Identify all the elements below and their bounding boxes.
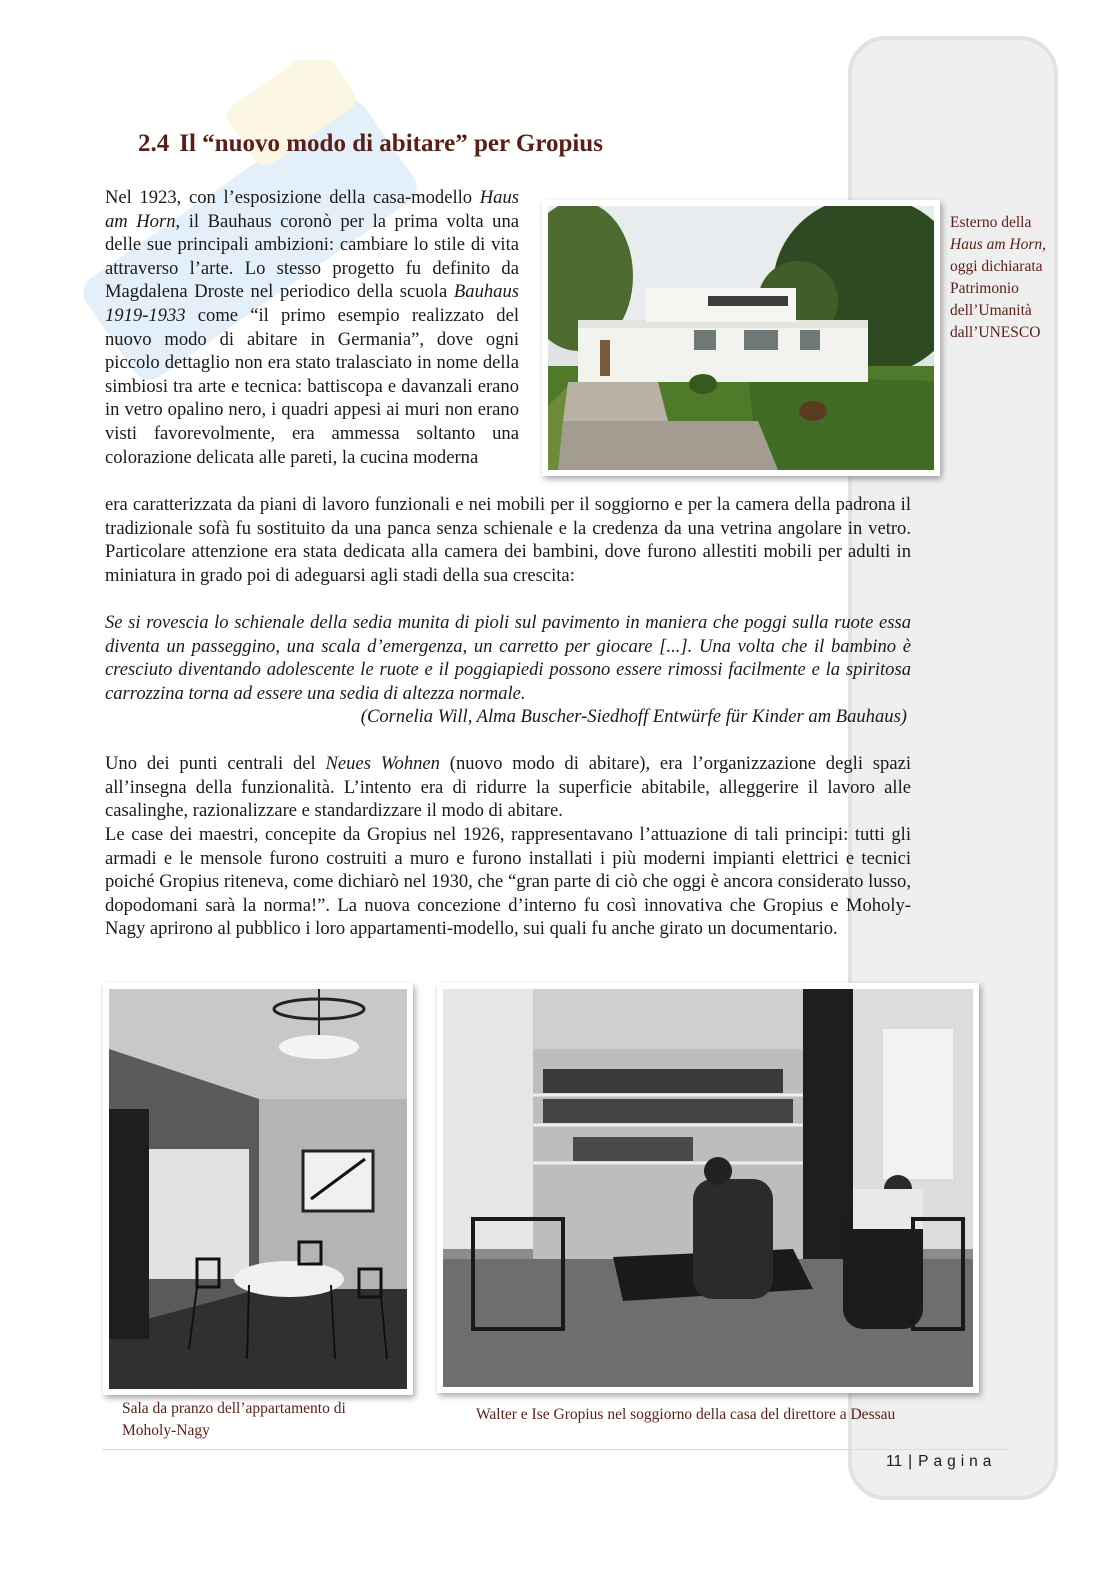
page-number: 11 <box>886 1453 903 1470</box>
section-number: 2.4 <box>138 130 170 157</box>
quote-block: Se si rovescia lo schienale della sedia munita di pioli sul pavimento in maniera che poggi sulla ruote essa diventa un passeggino, una scala d’emergenza, un carretto per giocare [...]. Una volta che il bambino è cresciuto diventando adolescente le ruote e il poggiapiedi possono essere rimossi facilmente e la spiritosa carrozzina torna ad essere una sedia di altezza normale. <box>105 612 911 704</box>
intro-paragraph-continued: era caratterizzata da piani di lavoro funzionali e nei mobili per il soggiorno e per la camera della padrona il tradizionale sofà fu sostituito da una panca senza schienale e la credenza da una vetrina angolare in vetro. Particolare attenzione era stata dedicata alla camera dei bambini, dove furono allestiti mobili per adulti in miniatura in grado poi di adeguarsi agli stadi della sua crescita: <box>105 494 911 586</box>
house-photo-caption: Esterno della Haus am Horn, oggi dichiarata Patrimonio dell’Umanità dall’UNESCO <box>950 214 1047 341</box>
page-separator: | <box>908 1453 913 1470</box>
footer-divider <box>102 1449 1008 1450</box>
haus-am-horn-photo <box>542 200 940 476</box>
section-heading <box>138 130 603 158</box>
section-title: Il “nuovo modo di abitare” per Gropius <box>179 130 603 157</box>
page-footer <box>886 1453 996 1471</box>
intro-paragraph: Nel 1923, con l’esposizione della casa-modello Haus am Horn, il Bauhaus coronò per la prima volta una delle sue principali ambizioni: cambiare lo stile di vita attraverso l’arte. Lo stesso progetto fu definito da Magdalena Droste nel periodico della scuola Bauhaus 1919-1933 come “il primo esempio realizzato del nuovo modo di abitare in Germania”, dove ogni piccolo dettaglio non era stato tralasciato in nome della simbiosi tra arte e tecnica: battiscopa e davanzali erano in vetro opalino nero, i quadri appesi ai muri non erano visti favorevolmente, era ammessa soltanto una colorazione delicata alle pareti, la cucina moderna <box>105 187 520 468</box>
living-room-photo <box>437 983 979 1393</box>
dining-photo-caption: Sala da pranzo dell’appartamento di Moholy-Nagy <box>122 1400 346 1439</box>
neues-wohnen-paragraph: Uno dei punti centrali del Neues Wohnen (nuovo modo di abitare), era l’organizzazione degli spazi all’insegna della funzionalità. L’intento era di ridurre la superficie abitabile, alleggerire il lavoro alle casalinghe, razionalizzare e standardizzare il modo di abitare. <box>105 753 911 822</box>
masters-houses-paragraph: Le case dei maestri, concepite da Gropius nel 1926, rappresentavano l’attuazione di tali principi: tutti gli armadi e le mensole furono costruiti a muro e furono installati i più moderni impianti elettrici e tecnici poiché Gropius riteneva, come dichiarò nel 1930, che “gran parte di ciò che oggi è ancora considerato lusso, dopodomani sarà la norma!”. La nuova concezione d’interno fu così innovativa che Gropius e Moholy-Nagy aprirono al pubblico i loro appartamenti-modello, sui quali fu anche girato un documentario. <box>105 824 911 940</box>
quote-citation: (Cornelia Will, Alma Buscher-Siedhoff Entwürfe für Kinder am Bauhaus) <box>360 706 907 727</box>
page-word: Pagina <box>918 1453 997 1470</box>
dining-room-photo <box>103 983 413 1395</box>
living-photo-caption: Walter e Ise Gropius nel soggiorno della casa del direttore a Dessau <box>476 1406 896 1423</box>
